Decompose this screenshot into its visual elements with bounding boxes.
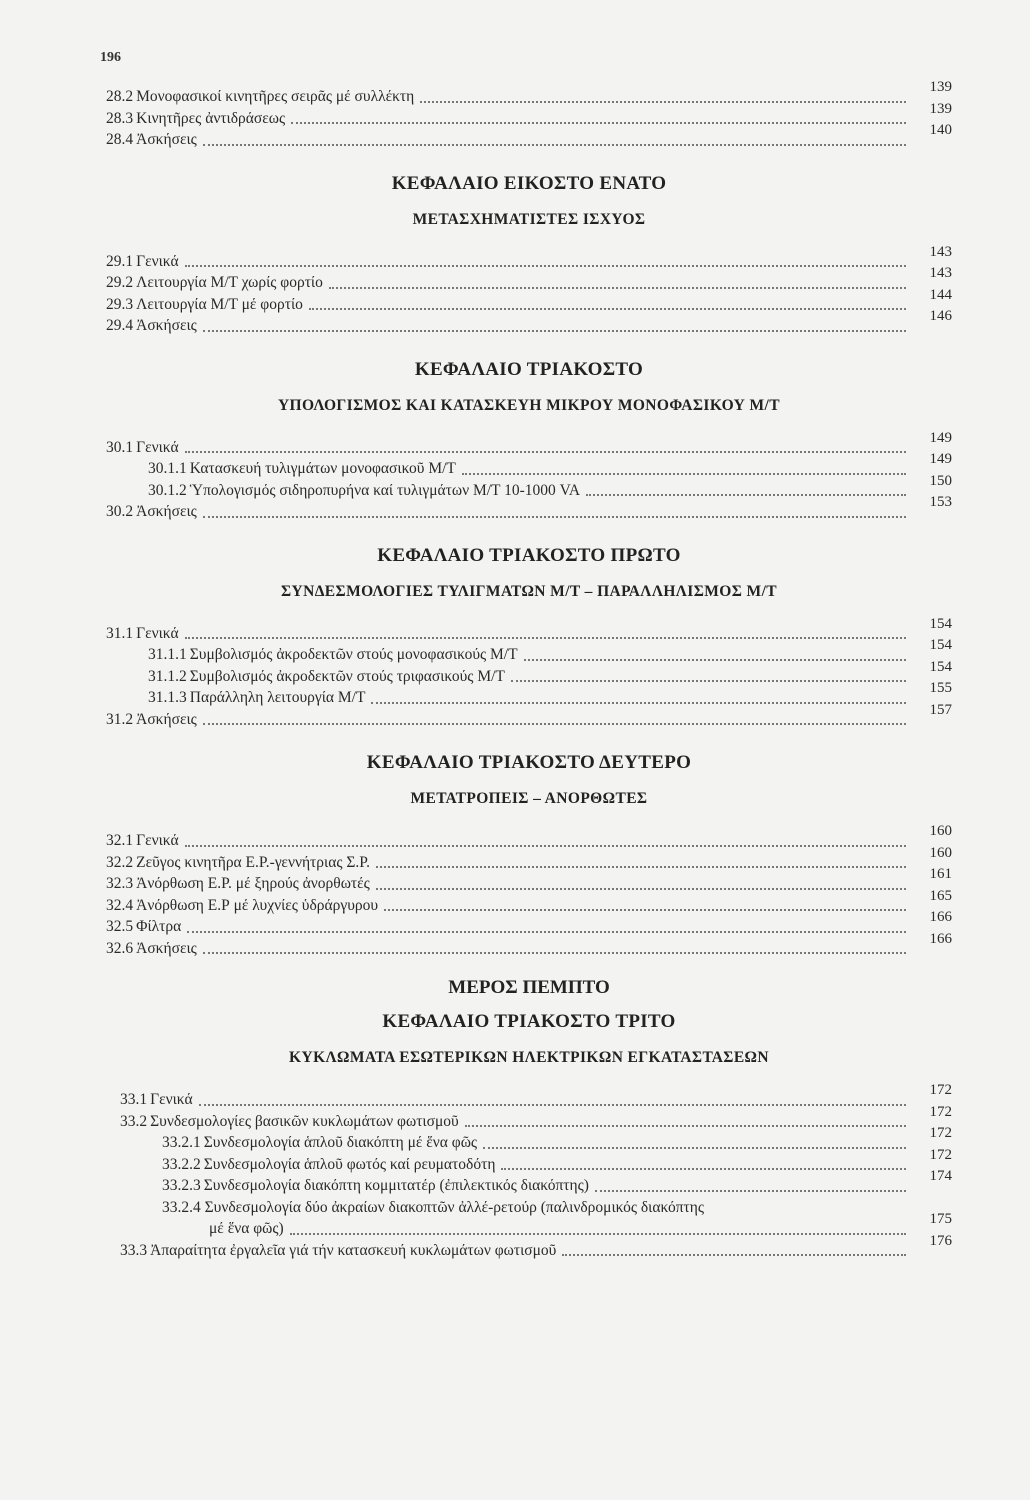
- toc-entry: 30.2 Ἀσκήσεις 153: [106, 494, 952, 520]
- chapter-subtitle: ΚΥΚΛΩΜΑΤΑ ΕΣΩΤΕΡΙΚΩΝ ΗΛΕΚΤΡΙΚΩΝ ΕΓΚΑΤΑΣΤΑΣΕΩΝ: [289, 1049, 769, 1066]
- toc-entry: 28.4 Ἀσκήσεις 140: [106, 122, 952, 148]
- chapter-title: ΚΕΦΑΛΑΙΟ ΤΡΙΑΚΟΣΤΟ ΤΡΙΤΟ: [382, 1011, 676, 1032]
- leader-dots: [185, 264, 906, 267]
- toc-entry: 32.6 Ἀσκήσεις 166: [106, 930, 952, 957]
- toc-entry: 31.2 Ἀσκήσεις 157: [106, 701, 952, 728]
- chapter-title: ΚΕΦΑΛΑΙΟ ΤΡΙΑΚΟΣΤΟ: [414, 358, 644, 380]
- toc-entry: 28.2 Μονοφασικοί κινητῆρες σειρᾶς μέ συλλέκτη 139: [106, 79, 952, 105]
- toc-entry: 29.4 Ἀσκήσεις 146: [106, 308, 952, 334]
- toc-entry: 30.1 Γενικά 149: [106, 429, 952, 456]
- leader-dots: [203, 951, 906, 954]
- toc-entry: 31.1.1 Συμβολισμός ἀκροδεκτῶν στούς μονοφασικούς Μ/Τ 154: [148, 637, 952, 663]
- leader-dots: [376, 865, 906, 868]
- toc-entry: 30.1.2 Ὑπολογισμός σιδηροπυρήνα καί τυλιγμάτων Μ/Τ 10-1000 VA 150: [148, 472, 952, 499]
- toc-entry: 28.3 Κινητῆρες ἀντιδράσεως 139: [106, 100, 952, 127]
- chapter-title: ΚΕΦΑΛΑΙΟ ΤΡΙΑΚΟΣΤΟ ΠΡΩΤΟ: [377, 544, 681, 566]
- chapter-subtitle: ΜΕΤΑΤΡΟΠΕΙΣ – ΑΝΟΡΘΩΤΕΣ: [410, 790, 648, 807]
- toc-entry: 32.2 Ζεῦγος κινητῆρα Ε.Ρ.-γεννήτριας Σ.Ρ. 160: [106, 844, 952, 871]
- leader-dots: [465, 1124, 906, 1127]
- toc-entry: 30.1.1 Κατασκευή τυλιγμάτων μονοφασικοῦ Μ/Τ 149: [148, 451, 952, 477]
- leader-dots: [203, 515, 906, 518]
- leader-dots: [290, 1232, 906, 1235]
- chapter-title: ΚΕΦΑΛΑΙΟ ΕΙΚΟΣΤΟ ΕΝΑΤΟ: [391, 172, 667, 194]
- toc-entry: 32.4 Ἀνόρθωση Ε.Ρ μέ λυχνίες ὑδράργυρου 165: [106, 887, 952, 914]
- leader-dots: [511, 679, 906, 682]
- leader-dots: [371, 701, 906, 704]
- toc-entry: 29.3 Λειτουργία Μ/Τ μέ φορτίο 144: [106, 286, 952, 313]
- page-number: 196: [100, 50, 121, 65]
- table-of-contents: [106, 79, 952, 1261]
- leader-dots: [199, 1103, 906, 1106]
- toc-entry: 32.5 Φίλτρα 166: [106, 909, 952, 935]
- toc-entry: 31.1.2 Συμβολισμός ἀκροδεκτῶν στούς τριφασικούς Μ/Τ 154: [148, 658, 952, 685]
- chapter-subtitle: ΜΕΤΑΣΧΗΜΑΤΙΣΤΕΣ ΙΣΧΥΟΣ: [412, 210, 646, 228]
- leader-dots: [203, 329, 906, 332]
- toc-entry: μέ ἕνα φῶς) 175: [209, 1211, 952, 1237]
- leader-dots: [376, 887, 906, 890]
- leader-dots: [185, 636, 906, 639]
- leader-dots: [185, 844, 906, 847]
- toc-entry-wrapped: 33.2.4 Συνδεσμολογία δύο ἀκραίων διακοπτῶν ἀλλέ-ρετούρ (παλινδρομικός διακόπτης: [162, 1198, 704, 1216]
- toc-entry: 29.1 Γενικά 143: [106, 243, 952, 270]
- toc-entry: 32.1 Γενικά 160: [106, 823, 952, 849]
- toc-entry: 31.1 Γενικά 154: [106, 615, 952, 642]
- leader-dots: [586, 493, 906, 496]
- leader-dots: [524, 658, 906, 661]
- leader-dots: [595, 1189, 906, 1192]
- toc-entry: 33.2.3 Συνδεσμολογία διακόπτη κομμιτατέρ (ἐπιλεκτικός διακόπτης) 174: [162, 1168, 952, 1194]
- leader-dots: [501, 1167, 906, 1170]
- leader-dots: [483, 1146, 906, 1149]
- chapter-title: ΚΕΦΑΛΑΙΟ ΤΡΙΑΚΟΣΤΟ ΔΕΥΤΕΡΟ: [366, 752, 692, 773]
- toc-entry: 33.1 Γενικά 172: [120, 1082, 952, 1108]
- part-title: ΜΕΡΟΣ ΠΕΜΠΤΟ: [448, 977, 610, 998]
- leader-dots: [203, 722, 906, 725]
- toc-entry: 33.3 Ἀπαραίτητα ἐργαλεῖα γιά τήν κατασκευή κυκλωμάτων φωτισμοῦ 176: [120, 1232, 952, 1259]
- leader-dots: [185, 450, 906, 453]
- toc-entry: 33.2 Συνδεσμολογίες βασικῶν κυκλωμάτων φωτισμοῦ 172: [120, 1103, 952, 1130]
- leader-dots: [203, 143, 906, 146]
- leader-dots: [329, 286, 906, 289]
- toc-entry: 29.2 Λειτουργία Μ/Τ χωρίς φορτίο 143: [106, 265, 952, 291]
- leader-dots: [291, 121, 906, 124]
- leader-dots: [309, 307, 906, 310]
- chapter-subtitle: ΣΥΝΔΕΣΜΟΛΟΓΙΕΣ ΤΥΛΙΓΜΑΤΩΝ Μ/Τ – ΠΑΡΑΛΛΗΛΙΣΜΟΣ Μ/Τ: [280, 582, 778, 600]
- toc-entry: 31.1.3 Παράλληλη λειτουργία Μ/Τ 155: [148, 680, 952, 706]
- chapter-subtitle: ΥΠΟΛΟΓΙΣΜΟΣ ΚΑΙ ΚΑΤΑΣΚΕΥΗ ΜΙΚΡΟΥ ΜΟΝΟΦΑΣΙΚΟΥ Μ/Τ: [277, 396, 781, 414]
- leader-dots: [420, 100, 906, 103]
- leader-dots: [187, 930, 906, 933]
- leader-dots: [562, 1253, 906, 1256]
- toc-entry: 33.2.2 Συνδεσμολογία ἁπλοῦ φωτός καί ρευματοδότη 172: [162, 1146, 952, 1173]
- toc-entry: 33.2.1 Συνδεσμολογία ἁπλοῦ διακόπτη μέ ἕνα φῶς 172: [162, 1125, 952, 1151]
- leader-dots: [384, 908, 906, 911]
- toc-entry: 32.3 Ἀνόρθωση Ε.Ρ. μέ ξηρούς ἀνορθωτές 161: [106, 866, 952, 892]
- leader-dots: [462, 472, 906, 475]
